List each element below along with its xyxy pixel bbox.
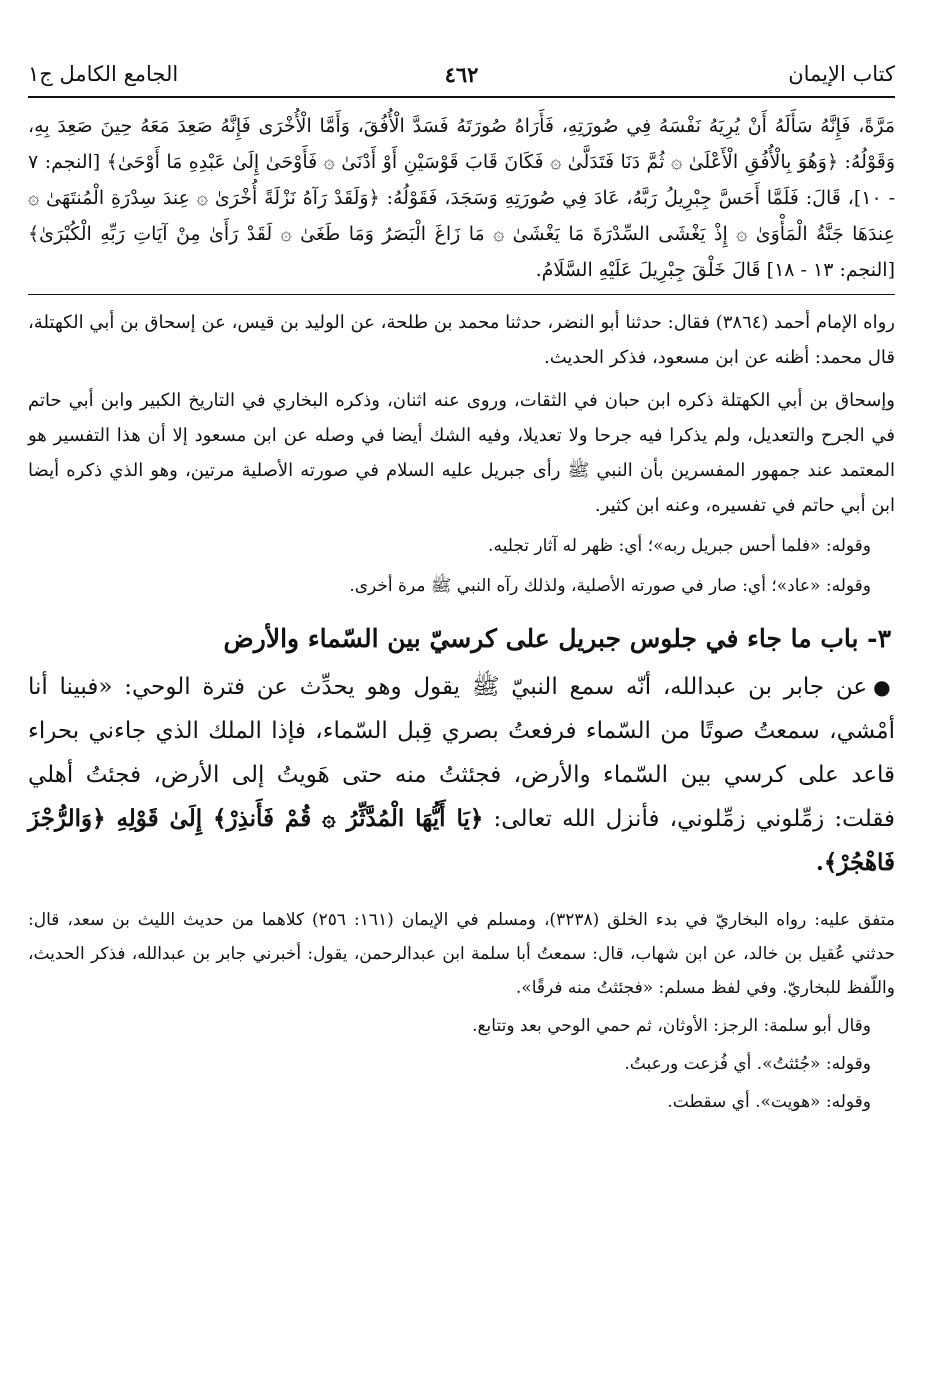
short-note: وقوله: «هويت». أي سقطت. bbox=[667, 1092, 871, 1112]
analysis-paragraph: وإسحاق بن أبي الكهتلة ذكره ابن حبان في الثقات، وروى عنه اثنان، وذكره البخاري في التاريخ الكبير وابن أبي حاتم في الجرح والتعديل، ولم يذكرا فيه جرحا ولا تعديلا، وفيه الشك أيضا في وصله عن ابن مسعود إلا أن هذا التفسير هو المعتمد عند جمهور المفسرين بأن النبي ﷺ رأى جبريل عليه السلام في صورته الأصلية مرتين، وهو الذي ذكره أيضا ابن أبي حاتم في تفسيره، وعنه ابن كثير. bbox=[28, 390, 895, 516]
source-paragraph: متفق عليه: رواه البخاريّ في بدء الخلق (٣٢٣٨)، ومسلم في الإيمان (١٦١: ٢٥٦) كلاهما من حديث الليث بن سعد، قال: حدثني عُقيل بن خالد، عن ابن شهاب، قال: سمعتُ أبا سلمة ابن عبدالرحمن، يقول: أخبرني جابر بن عبدالله، فذكر الحديث، واللّفظ للبخاريّ. وفي لفظ مسلم: «فجئثتُ منه فرقًا». bbox=[28, 910, 895, 998]
note-line: وقوله: «فلما أحس جبريل ربه»؛ أي: ظهر له آثار تجليه. bbox=[488, 536, 871, 556]
series-title: الجامع الكامل ج١ bbox=[28, 62, 179, 86]
quran-verse: ﴿يَا أَيُّهَا الْمُدَّثِّرُ ۞ قُمْ فَأَنذِرْ﴾ إِلَىٰ قَوْلِهِ ﴿وَالرُّجْزَ فَاهْجُرْ﴾. bbox=[28, 805, 895, 876]
note-line: وقوله: «عاد»؛ أي: صار في صورته الأصلية، ولذلك رآه النبي ﷺ مرة أخرى. bbox=[349, 576, 871, 596]
book-title: كتاب الإيمان bbox=[788, 62, 895, 86]
bullet-icon: ● bbox=[873, 675, 895, 699]
short-note: وقوله: «جُئثتُ». أي فُزعت ورعبتُ. bbox=[624, 1054, 871, 1074]
hadith-paragraph bbox=[28, 665, 895, 885]
section-title: ٣- باب ما جاء في جلوس جبريل على كرسيّ بين السّماء والأرض bbox=[223, 624, 891, 653]
hadith-text: عن جابر بن عبدالله، أنّه سمع النبيّ ﷺ يقول وهو يحدِّث عن فترة الوحي: «فبينا أنا أمْشي، سمعتُ صوتًا من السّماء فرفعتُ بصري قِبل السّماء، فإذا الملك الذي جاءني بحراء قاعد على كرسي بين السّماء والأرض، فجئثتُ منه حتى هَويتُ إلى الأرض، فجئتُ أهلي فقلت: زمِّلوني زمِّلوني، فأنزل الله تعالى: bbox=[28, 674, 895, 832]
narration-paragraph: رواه الإمام أحمد (٣٨٦٤) فقال: حدثنا أبو النضر، حدثنا محمد بن طلحة، عن الوليد بن قيس، عن إسحاق بن أبي الكهتلة، قال محمد: أظنه عن ابن مسعود، فذكر الحديث. bbox=[28, 312, 895, 368]
book-page bbox=[28, 56, 895, 1356]
page-number: ٤٦٢ bbox=[444, 62, 479, 87]
page-header bbox=[28, 56, 895, 98]
quote-paragraph: مَرَّةً، فَإِنَّهُ سَأَلَهُ أَنْ يُرِيَهُ نَفْسَهُ فِي صُورَتِهِ، فَأَرَاهُ صُورَتَهُ فَسَدَّ الْأُفُقَ، وَأَمَّا الْأُخْرَى فَإِنَّهُ صَعِدَ مَعَهُ حِينَ صَعِدَ بِهِ، وَقَوْلُهُ: ﴿وَهُوَ بِالْأُفُقِ الْأَعْلَىٰ ۞ ثُمَّ دَنَا فَتَدَلَّىٰ ۞ فَكَانَ قَابَ قَوْسَيْنِ أَوْ أَدْنَىٰ ۞ فَأَوْحَىٰ إِلَىٰ عَبْدِهِ مَا أَوْحَىٰ﴾ [النجم: ٧ - ١٠]، قَالَ: فَلَمَّا أَحَسَّ جِبْرِيلُ رَبَّهُ، عَادَ فِي صُورَتِهِ وَسَجَدَ، فَقَوْلُهُ: ﴿وَلَقَدْ رَآهُ نَزْلَةً أُخْرَىٰ ۞ عِندَ سِدْرَةِ الْمُنتَهَىٰ ۞ عِندَهَا جَنَّةُ الْمَأْوَىٰ ۞ إِذْ يَغْشَى السِّدْرَةَ مَا يَغْشَىٰ ۞ مَا زَاغَ الْبَصَرُ وَمَا طَغَىٰ ۞ لَقَدْ رَأَىٰ مِنْ آيَاتِ رَبِّهِ الْكُبْرَىٰ﴾ [النجم: ١٣ - ١٨] قَالَ خَلْقَ جِبْرِيلَ عَلَيْهِ السَّلَامُ. bbox=[28, 108, 895, 295]
short-note: وقال أبو سلمة: الرجز: الأوثان، ثم حمي الوحي بعد وتتابع. bbox=[472, 1016, 871, 1036]
